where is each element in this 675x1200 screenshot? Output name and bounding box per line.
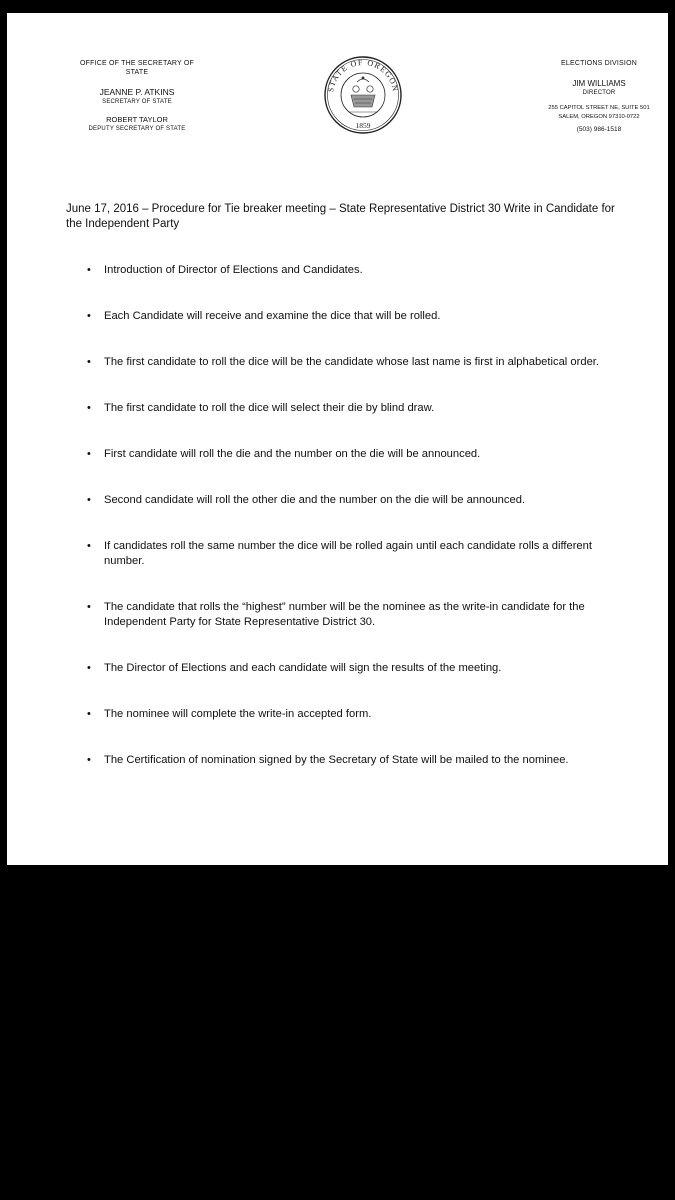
secretary-title: SECRETARY OF STATE [102,99,172,105]
list-item-text: Second candidate will roll the other die and the number on the die will be announced. [104,494,526,506]
office-label: OFFICE OF THE SECRETARY OF STATE [80,60,194,76]
list-item-text: The candidate that rolls the “highest” number will be the nominee as the write-in candidate for the Independent Party for State Representative District 30. [104,601,585,628]
bullet-icon: • [87,540,91,552]
oregon-state-seal-icon [323,55,403,135]
list-item [66,263,626,278]
seal-year: 1859 [355,121,371,130]
list-item [66,447,626,462]
bullet-icon: • [87,264,91,276]
director-title: DIRECTOR [582,90,616,96]
list-item [66,707,626,722]
bullet-icon: • [87,448,91,460]
list-item [66,600,626,630]
bullet-icon: • [87,310,91,322]
list-item-text: The Certification of nomination signed by the Secretary of State will be mailed to the nominee. [104,754,569,766]
list-item [66,355,626,370]
list-item [66,493,626,508]
list-item [66,309,626,324]
list-item [66,539,626,569]
bullet-icon: • [87,754,91,766]
list-item [66,753,626,768]
bullet-icon: • [87,402,91,414]
list-item-text: Each Candidate will receive and examine the dice that will be rolled. [104,310,441,322]
secretary-name: JEANNE P. ATKINS [99,87,175,97]
address-line-2: SALEM, OREGON 97310-0722 [558,114,640,120]
list-item-text: First candidate will roll the die and the number on the die will be announced. [104,448,481,460]
procedure-list [66,263,626,768]
phone-number: (503) 986-1518 [576,126,622,133]
division-label: ELECTIONS DIVISION [561,60,637,67]
list-item-text: The first candidate to roll the dice will be the candidate whose last name is first in alphabetical order. [104,356,600,368]
list-item-text: The first candidate to roll the dice will select their die by blind draw. [104,402,435,414]
list-item-text: Introduction of Director of Elections and Candidates. [104,264,363,276]
header-right [538,59,660,134]
document-page [7,13,668,865]
bullet-icon: • [87,662,91,674]
director-name: JIM WILLIAMS [572,79,626,88]
seal-top-text: STATE OF OREGON [326,57,400,93]
bullet-icon: • [87,494,91,506]
document-title: June 17, 2016 – Procedure for Tie breaker meeting – State Representative District 30 Write in Candidate for the Independent Party [66,203,615,230]
list-item [66,661,626,676]
list-item-text: If candidates roll the same number the dice will be rolled again until each candidate rolls a different number. [104,540,592,567]
bullet-icon: • [87,601,91,613]
deputy-title: DEPUTY SECRETARY OF STATE [88,126,186,132]
svg-text:STATE OF OREGON [326,58,400,93]
list-item-text: The nominee will complete the write-in accepted form. [104,708,372,720]
list-item [66,401,626,416]
bullet-icon: • [87,708,91,720]
deputy-name: ROBERT TAYLOR [106,115,168,124]
header-left [71,59,203,134]
address-line-1: 255 CAPITOL STREET NE, SUITE 501 [548,105,650,111]
list-item-text: The Director of Elections and each candidate will sign the results of the meeting. [104,662,502,674]
bullet-icon: • [87,356,91,368]
